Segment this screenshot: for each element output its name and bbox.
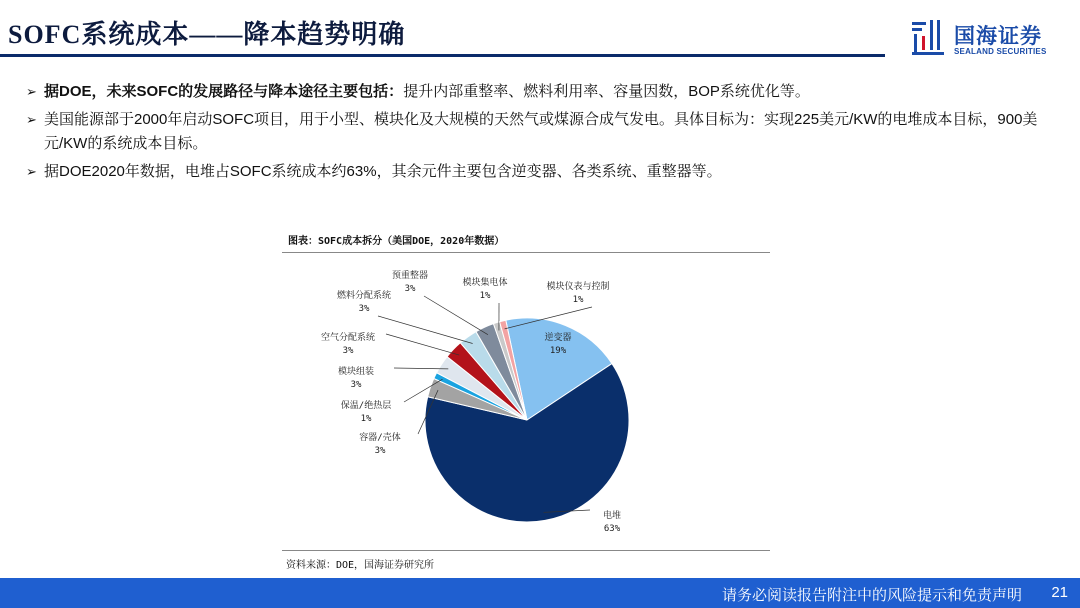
slice-value-label: 3% <box>342 346 354 356</box>
logo-icon <box>910 18 946 58</box>
slice-label: 保温/绝热层 <box>340 401 392 411</box>
slice-value-label: 1% <box>572 295 584 305</box>
slice-label: 燃料分配系统 <box>336 291 392 301</box>
slice-label: 逆变器 <box>544 333 572 343</box>
bullet-strong: 据DOE，未来SOFC的发展路径与降本途径主要包括： <box>44 83 404 100</box>
slice-label: 模块集电体 <box>462 278 508 288</box>
slice-label: 预重整器 <box>391 271 429 281</box>
arrow-bullet-icon: ➢ <box>26 164 37 179</box>
slice-label: 空气分配系统 <box>320 333 376 343</box>
chart-panel <box>282 228 770 578</box>
bullet-text: 据DOE2020年数据，电堆占SOFC系统成本约63%，其余元件主要包含逆变器、各类系统、重整器等。 <box>44 163 722 180</box>
slice-value-label: 3% <box>404 284 416 294</box>
chart-source: 资料来源：DOE，国海证券研究所 <box>286 560 435 571</box>
slice-label: 模块仪表与控制 <box>546 282 610 292</box>
bullet-text: 美国能源部于2000年启动SOFC项目，用于小型、模块化及大规模的天然气或煤源合成气发电。具体目标为：实现225美元/KW的电堆成本目标，900美元/KW的系统成本目标。 <box>44 111 1038 152</box>
bullet-item <box>26 80 1056 104</box>
slice-value-label: 1% <box>360 414 372 424</box>
bullet-text: 提升内部重整率、燃料利用率、容量因数，BOP系统优化等。 <box>403 83 810 100</box>
arrow-bullet-icon: ➢ <box>26 112 37 127</box>
slice-label: 容器/壳体 <box>359 433 401 443</box>
chart-title: 图表：SOFC成本拆分（美国DOE，2020年数据） <box>288 236 505 247</box>
bullet-item <box>26 108 1056 156</box>
title-divider <box>0 54 885 57</box>
logo-text-cn: 国海证券 <box>954 25 1042 48</box>
bullet-item <box>26 160 1056 184</box>
slice-label: 模块组装 <box>337 367 375 377</box>
slice-value-label: 19% <box>549 346 567 356</box>
slice-value-label: 3% <box>358 304 370 314</box>
company-logo <box>910 18 1070 60</box>
leader-line <box>378 316 473 344</box>
leader-line <box>386 334 459 355</box>
arrow-bullet-icon: ➢ <box>26 84 37 99</box>
page-title: SOFC系统成本——降本趋势明确 <box>8 20 406 49</box>
leader-line <box>424 296 488 335</box>
page-number: 21 <box>1051 584 1068 601</box>
pie-chart <box>282 228 770 550</box>
slice-value-label: 3% <box>350 380 362 390</box>
slice-value-label: 63% <box>603 524 621 534</box>
chart-bottom-rule <box>282 550 770 551</box>
slice-label: 电堆 <box>602 511 622 521</box>
bullet-list <box>26 80 1056 188</box>
footer-bar <box>0 578 1080 608</box>
slice-value-label: 1% <box>479 291 491 301</box>
slice-value-label: 3% <box>374 446 386 456</box>
logo-text-en: SEALAND SECURITIES <box>954 47 1047 56</box>
footer-disclaimer: 请务必阅读报告附注中的风险提示和免责声明 <box>721 587 1022 604</box>
